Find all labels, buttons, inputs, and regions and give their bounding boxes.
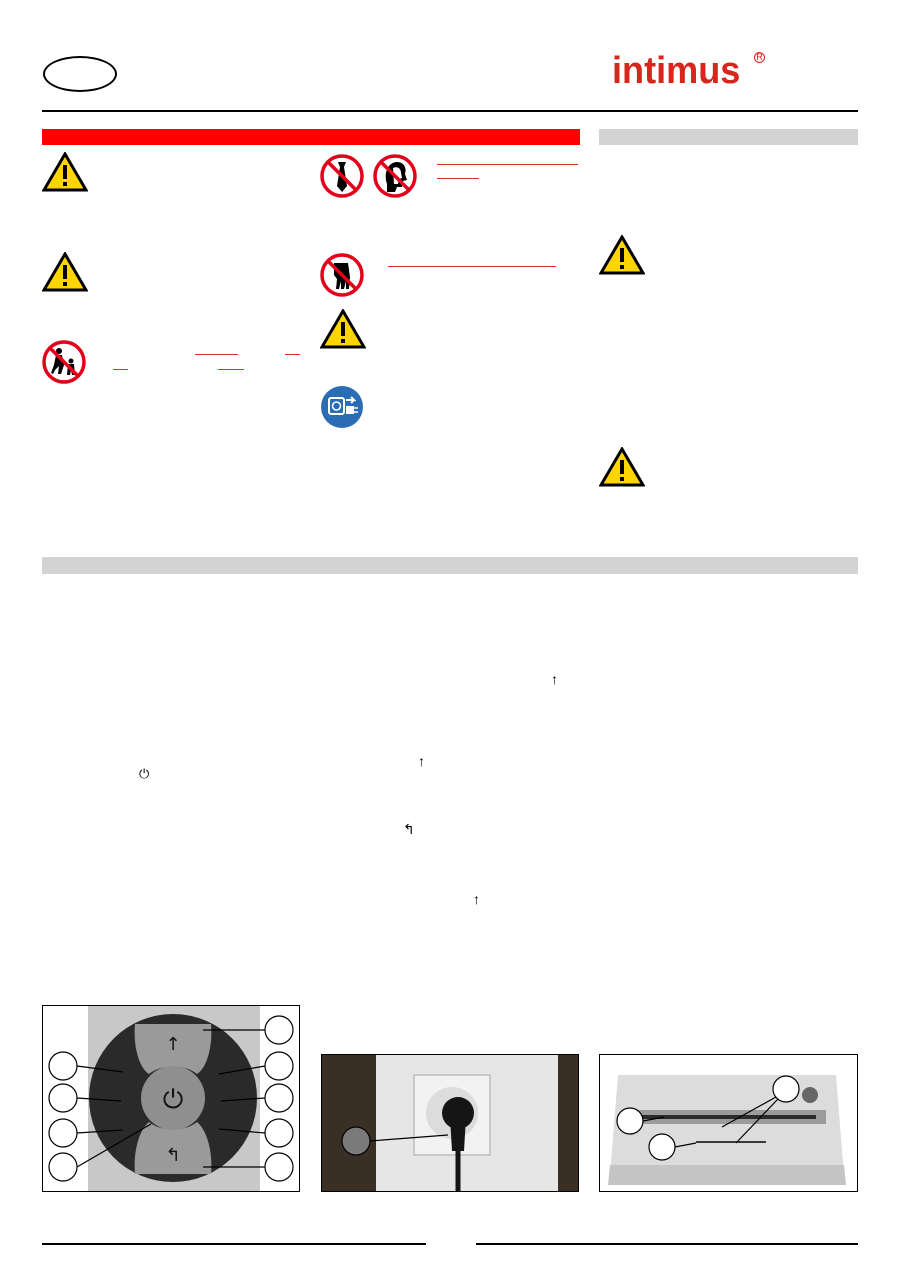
no-hand-icon (320, 253, 364, 297)
red-underline (218, 369, 244, 370)
shredder-photo (599, 1054, 858, 1192)
up-arrow-icon: ↑ (418, 753, 425, 769)
footer-rule-left (42, 1243, 426, 1245)
operation-section-bar (42, 557, 858, 574)
return-arrow-icon: ↰ (403, 821, 415, 837)
power-icon: ⏻ (139, 766, 150, 781)
registered-mark: R (754, 52, 765, 63)
red-underline (437, 164, 578, 165)
disconnect-plug-icon (320, 385, 364, 429)
svg-text:↰: ↰ (165, 1145, 181, 1166)
red-underline (195, 354, 238, 355)
control-panel-photo (42, 1005, 300, 1192)
red-underline (437, 178, 479, 179)
warning-triangle-icon (42, 152, 88, 192)
no-tie-icon (320, 154, 364, 198)
side-section-bar (599, 129, 858, 145)
warning-triangle-icon (599, 235, 645, 275)
svg-text:⏻: ⏻ (162, 1085, 184, 1115)
no-long-hair-icon (373, 154, 417, 198)
warning-triangle-icon (42, 252, 88, 292)
footer-rule-right (476, 1243, 858, 1245)
safety-section-bar (42, 129, 580, 145)
svg-text:↑: ↑ (165, 1034, 181, 1055)
up-arrow-icon: ↑ (551, 671, 558, 687)
warning-triangle-icon (320, 309, 366, 349)
red-underline (285, 354, 300, 355)
wall-socket-photo (321, 1054, 579, 1192)
up-arrow-icon: ↑ (473, 891, 480, 907)
header-rule (42, 110, 858, 112)
red-underline (388, 266, 556, 267)
no-children-icon (42, 340, 86, 384)
red-underline (113, 369, 128, 370)
intimus-logo: intimus (612, 50, 741, 92)
language-oval (43, 56, 117, 92)
warning-triangle-icon (599, 447, 645, 487)
